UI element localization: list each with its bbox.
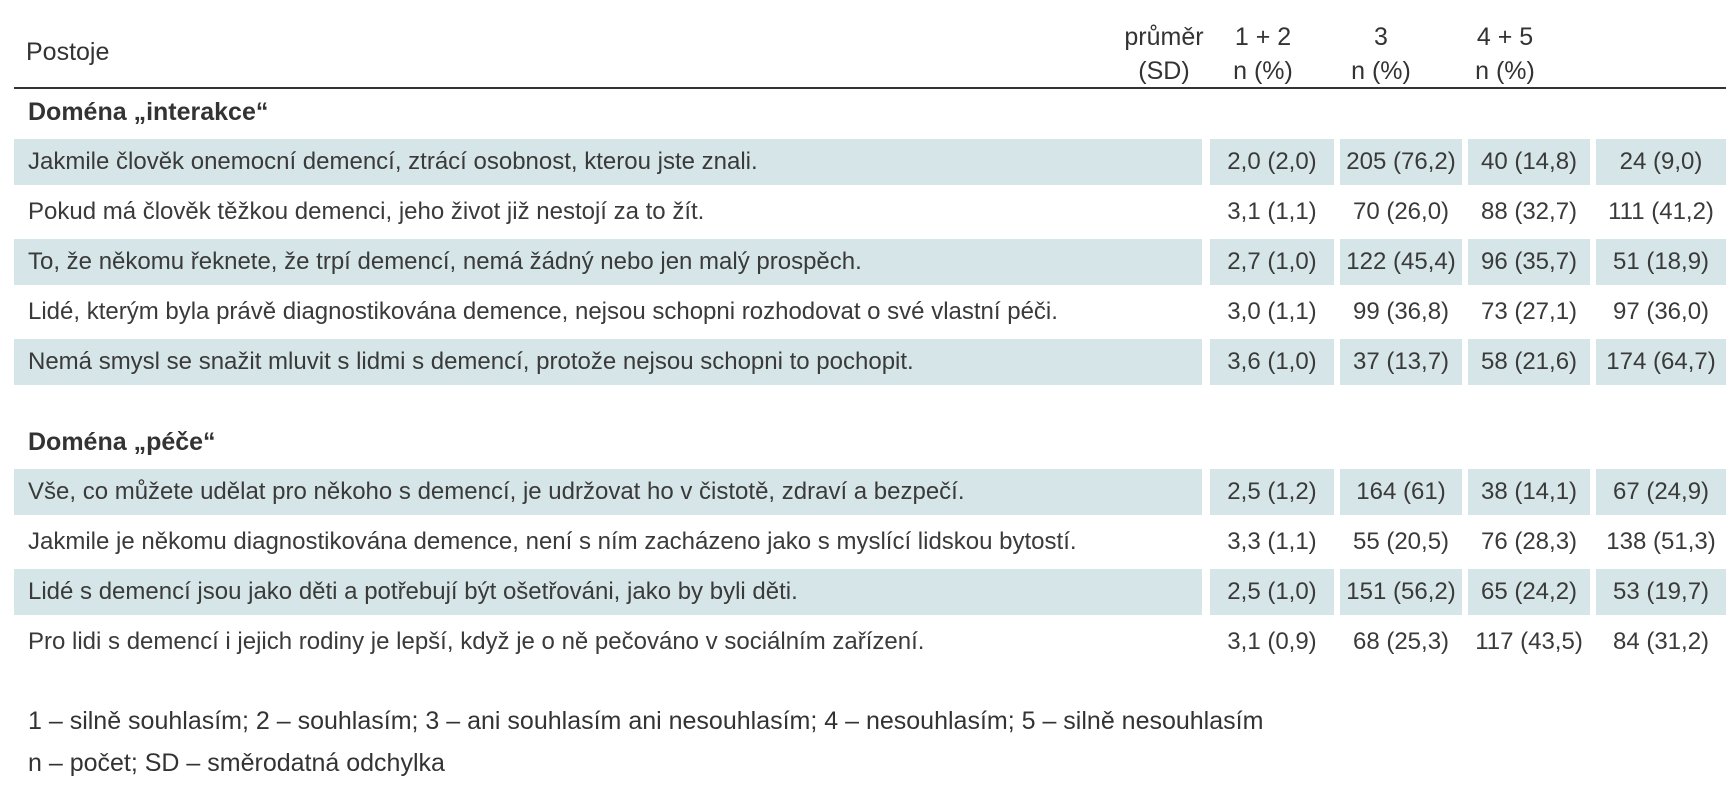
- header-col-1-2: [1202, 20, 1324, 88]
- row-count-1-2: 68 (25,3): [1352, 628, 1450, 655]
- notes-scale-legend: 1 – silně souhlasím; 2 – souhlasím; 3 – ani souhlasím ani nesouhlasím; 4 – nesouhlasím; 5 – silně nesouhlasím: [28, 707, 1264, 735]
- section-title: Doména „interakce“: [28, 98, 269, 126]
- row-count-3: 117 (43,5): [1475, 628, 1583, 655]
- header-mean-line2: (SD): [1138, 57, 1190, 85]
- header-col-3-line1: 3: [1374, 23, 1388, 51]
- row-count-3: 73 (27,1): [1480, 298, 1578, 325]
- row-label: Lidé, kterým byla právě diagnostikována demence, nejsou schopni rozhodovat o své vlastní péči.: [28, 298, 1058, 325]
- row-count-1-2: 122 (45,4): [1340, 239, 1462, 285]
- row-count-4-5: 67 (24,9): [1596, 469, 1726, 515]
- table-row: [14, 617, 1726, 667]
- row-count-1-2: 37 (13,7): [1340, 339, 1462, 385]
- header-col-3: [1320, 20, 1442, 88]
- row-count-4-5: 51 (18,9): [1596, 239, 1726, 285]
- row-label: Pokud má člověk těžkou demenci, jeho život již nestojí za to žít.: [28, 198, 705, 225]
- row-label: Pro lidi s demencí i jejich rodiny je lepší, když je o ně pečováno v sociálním zařízení.: [28, 628, 925, 655]
- row-count-3: 40 (14,8): [1468, 139, 1590, 185]
- row-count-1-2: 70 (26,0): [1352, 198, 1450, 225]
- row-count-1-2: 55 (20,5): [1352, 528, 1450, 555]
- notes-abbreviations: n – počet; SD – směrodatná odchylka: [28, 749, 445, 777]
- row-mean-sd: 2,5 (1,0): [1210, 569, 1334, 615]
- row-count-4-5: 138 (51,3): [1606, 528, 1716, 555]
- row-label: Nemá smysl se snažit mluvit s lidmi s demencí, protože nejsou schopni to pochopit.: [14, 339, 1202, 385]
- row-count-3: 96 (35,7): [1468, 239, 1590, 285]
- row-label: To, že někomu řeknete, že trpí demencí, nemá žádný nebo jen malý prospěch.: [14, 239, 1202, 285]
- row-count-3: 76 (28,3): [1480, 528, 1578, 555]
- row-mean-sd: 3,6 (1,0): [1210, 339, 1334, 385]
- table-row: [14, 337, 1726, 387]
- section-header: [14, 89, 1726, 137]
- row-label: Jakmile je někomu diagnostikována demence, není s ním zacházeno jako s myslící lidskou bytostí.: [28, 528, 1077, 555]
- table-row: [14, 137, 1726, 187]
- row-label: Lidé s demencí jsou jako děti a potřebují být ošetřováni, jako by byli děti.: [14, 569, 1202, 615]
- row-mean-sd: 3,1 (1,1): [1227, 198, 1317, 225]
- header-col-4-5: [1440, 20, 1570, 88]
- row-count-1-2: 164 (61): [1340, 469, 1462, 515]
- table-notes: [28, 700, 1263, 784]
- header-col-4-5-line2: n (%): [1475, 57, 1535, 85]
- header-col-4-5-line1: 4 + 5: [1476, 23, 1534, 51]
- section-spacer: [14, 387, 1726, 419]
- row-mean-sd: 3,1 (0,9): [1227, 628, 1317, 655]
- row-label: Vše, co můžete udělat pro někoho s demencí, je udržovat ho v čistotě, zdraví a bezpečí.: [14, 469, 1202, 515]
- table-row: [14, 517, 1726, 567]
- attitudes-table: [14, 0, 1726, 667]
- header-col-3-line2: n (%): [1351, 57, 1411, 85]
- table-row: [14, 467, 1726, 517]
- header-postoje: Postoje: [26, 38, 110, 66]
- header-col-1-2-line1: 1 + 2: [1234, 23, 1292, 51]
- row-count-4-5: 174 (64,7): [1596, 339, 1726, 385]
- header-mean-line1: průměr: [1124, 23, 1204, 51]
- table-row: [14, 237, 1726, 287]
- row-count-4-5: 84 (31,2): [1612, 628, 1710, 655]
- row-count-4-5: 53 (19,7): [1596, 569, 1726, 615]
- section-title: Doména „péče“: [28, 428, 216, 456]
- row-count-4-5: 111 (41,2): [1608, 198, 1714, 225]
- table-header: [14, 0, 1726, 89]
- row-mean-sd: 2,0 (2,0): [1210, 139, 1334, 185]
- header-col-1-2-line2: n (%): [1233, 57, 1293, 85]
- row-count-3: 88 (32,7): [1480, 198, 1578, 225]
- row-count-3: 65 (24,2): [1468, 569, 1590, 615]
- row-count-1-2: 151 (56,2): [1340, 569, 1462, 615]
- row-mean-sd: 3,0 (1,1): [1227, 298, 1317, 325]
- row-mean-sd: 3,3 (1,1): [1227, 528, 1317, 555]
- table-body: [14, 89, 1726, 667]
- table-row: [14, 187, 1726, 237]
- table-row: [14, 287, 1726, 337]
- row-count-1-2: 99 (36,8): [1352, 298, 1450, 325]
- row-mean-sd: 2,7 (1,0): [1210, 239, 1334, 285]
- row-count-4-5: 97 (36,0): [1612, 298, 1710, 325]
- row-mean-sd: 2,5 (1,2): [1210, 469, 1334, 515]
- row-label: Jakmile člověk onemocní demencí, ztrácí osobnost, kterou jste znali.: [14, 139, 1202, 185]
- row-count-4-5: 24 (9,0): [1596, 139, 1726, 185]
- table-row: [14, 567, 1726, 617]
- row-count-1-2: 205 (76,2): [1340, 139, 1462, 185]
- row-count-3: 58 (21,6): [1468, 339, 1590, 385]
- row-count-3: 38 (14,1): [1468, 469, 1590, 515]
- section-header: [14, 419, 1726, 467]
